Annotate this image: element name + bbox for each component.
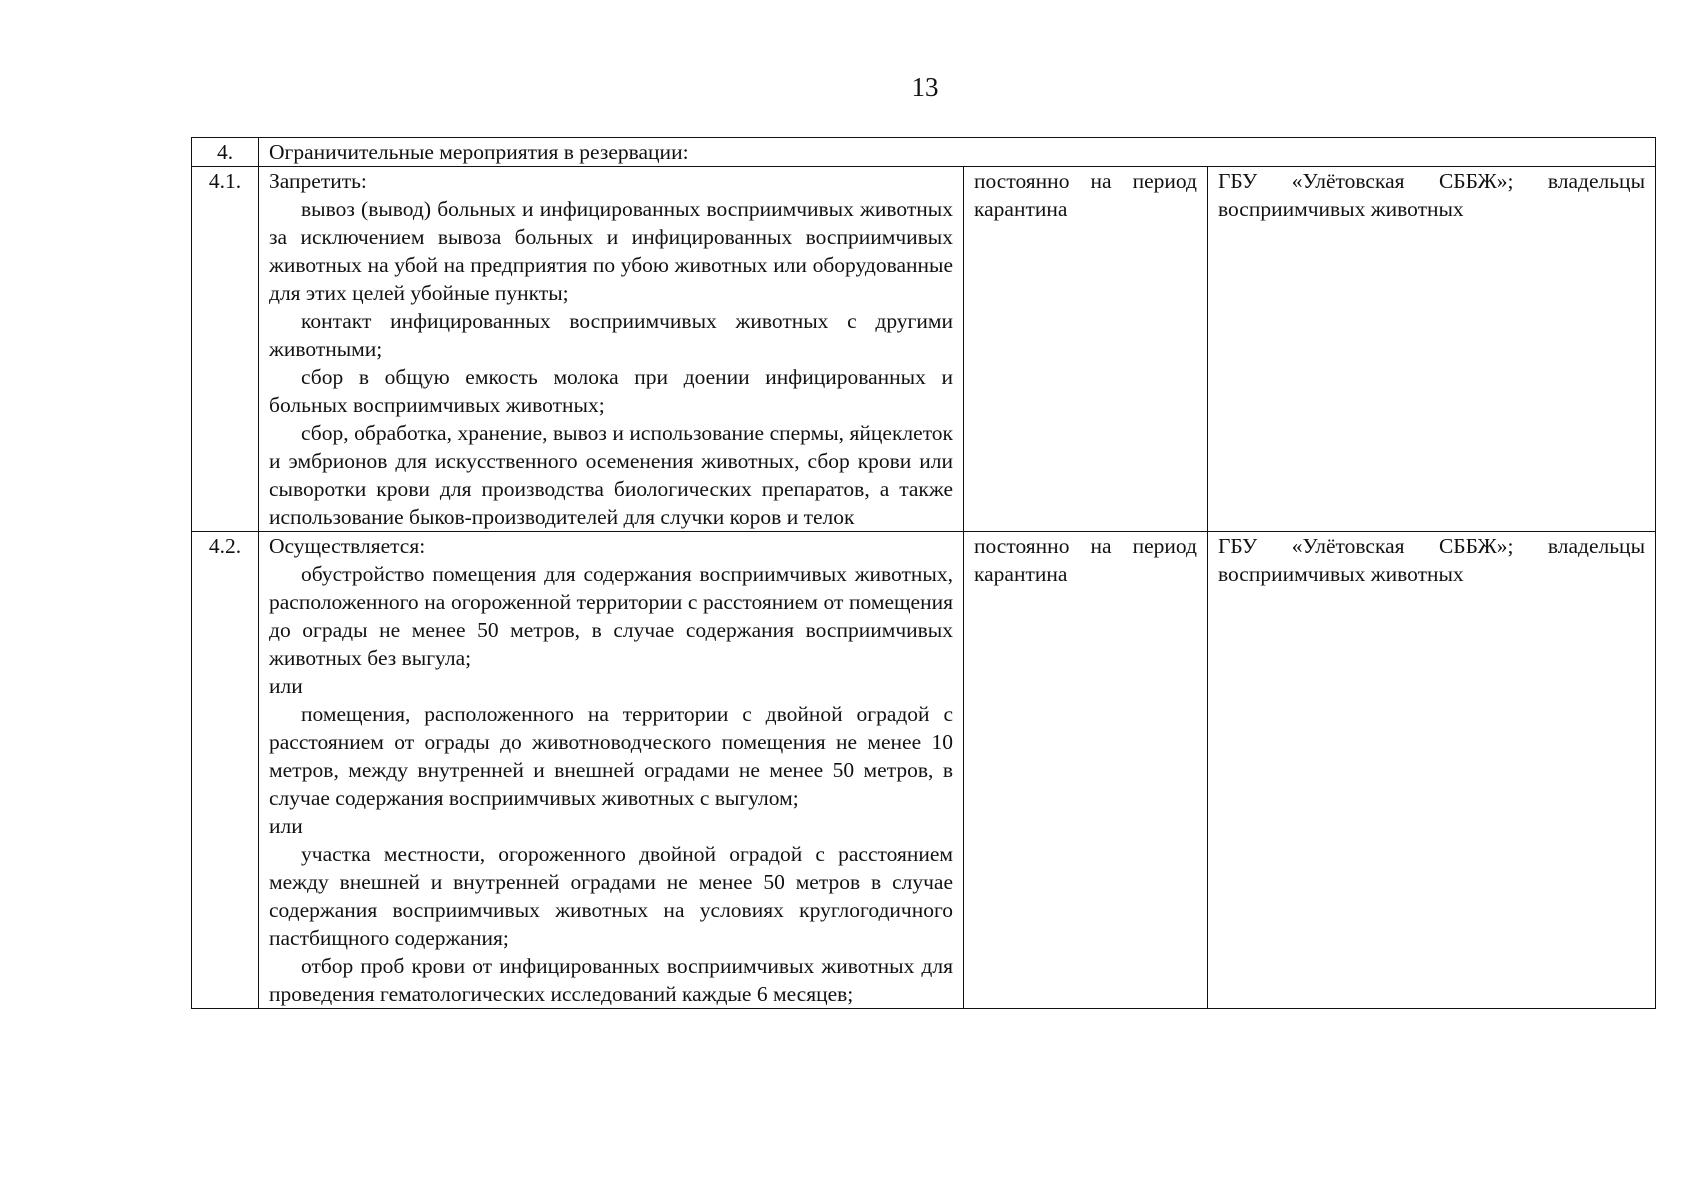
- measure-paragraph: отбор проб крови от инфицированных восприимчивых животных для проведения гематологических исследований каждые 6 месяцев;: [269, 954, 953, 1006]
- measure-paragraph: сбор в общую емкость молока при доении инфицированных и больных восприимчивых животных;: [269, 365, 953, 417]
- section-title: Ограничительные мероприятия в резервации:: [259, 138, 1656, 167]
- measure-lead: Осуществляется:: [269, 534, 426, 558]
- responsible-cell: ГБУ «Улётовская СББЖ»; владельцы восприимчивых животных: [1208, 532, 1656, 1009]
- section-number: 4.: [192, 138, 259, 167]
- row-number: 4.2.: [192, 532, 259, 1009]
- row-number: 4.1.: [192, 167, 259, 532]
- measure-paragraph: или: [269, 814, 303, 838]
- table-row-4-2: [192, 532, 1656, 1009]
- measures-table: [191, 137, 1656, 1009]
- measure-paragraph: участка местности, огороженного двойной оградой с расстоянием между внешней и внутренней оградами не менее 50 метров в случае содержания восприимчивых животных на условиях круглогодичного пастбищного содержания;: [269, 842, 953, 950]
- measure-lead: Запретить:: [269, 169, 367, 193]
- measure-paragraph: или: [269, 674, 303, 698]
- measure-cell: [259, 532, 964, 1009]
- table-row-section-4: [192, 138, 1656, 167]
- measure-paragraph: вывоз (вывод) больных и инфицированных восприимчивых животных за исключением вывоза больных и инфицированных восприимчивых животных на убой на предприятия по убою животных или оборудованные для этих целей убойные пункты;: [269, 197, 953, 305]
- measure-paragraph: обустройство помещения для содержания восприимчивых животных, расположенного на огороженной территории с расстоянием от помещения до ограды не менее 50 метров, в случае содержания восприимчивых животных без выгула;: [269, 562, 953, 670]
- term-cell: постоянно на период карантина: [964, 532, 1208, 1009]
- measure-cell: [259, 167, 964, 532]
- table-row-4-1: [192, 167, 1656, 532]
- measure-paragraph: помещения, расположенного на территории с двойной оградой с расстоянием от ограды до животноводческого помещения не менее 10 метров, между внутренней и внешней оградами не менее 50 метров, в случае содержания восприимчивых животных с выгулом;: [269, 702, 953, 810]
- responsible-cell: ГБУ «Улётовская СББЖ»; владельцы восприимчивых животных: [1208, 167, 1656, 532]
- measure-paragraph: сбор, обработка, хранение, вывоз и использование спермы, яйцеклеток и эмбрионов для искусственного осеменения животных, сбор крови или сыворотки крови для производства биологических препаратов, а также использование быков-производителей для случки коров и телок: [269, 421, 953, 529]
- page-number: 13: [911, 72, 939, 102]
- measure-paragraph: контакт инфицированных восприимчивых животных с другими животными;: [269, 309, 953, 361]
- term-cell: постоянно на период карантина: [964, 167, 1208, 532]
